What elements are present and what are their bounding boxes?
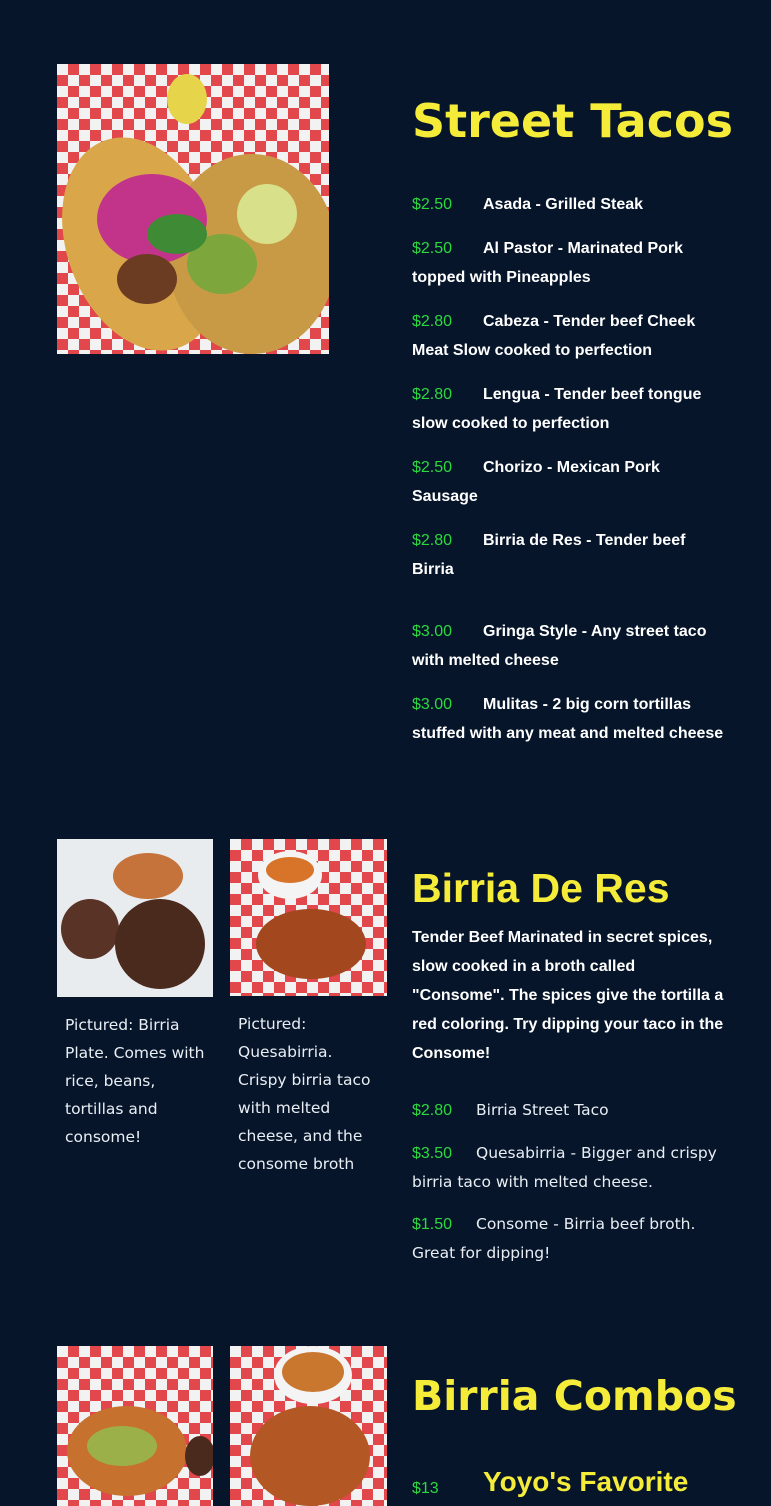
street-tacos-photo [57,64,329,354]
street-tacos-title: Street Tacos [412,94,733,148]
quesabirria-caption: Pictured: Quesabirria. Crispy birria taco with melted cheese, and the consome broth [238,1015,371,1173]
menu-item: $3.50 Quesabirria - Bigger and crispy birria taco with melted cheese. [412,1144,717,1191]
menu-item: $2.50 Chorizo - Mexican Pork Sausage [412,459,660,505]
menu-item: $2.80 Birria Street Taco [412,1101,609,1119]
birria-de-res-title: Birria De Res [412,865,670,911]
birria-plate-caption: Pictured: Birria Plate. Comes with rice, beans, tortillas and consome! [65,1016,205,1146]
menu-item: $1.50 Consome - Birria beef broth. Great for dipping! [412,1215,696,1262]
combo-item [412,1466,742,1496]
menu-item: $2.80 Lengua - Tender beef tongue slow cooked to perfection [412,386,702,432]
menu-item: $3.00 Mulitas - 2 big corn tortillas stuffed with any meat and melted cheese [412,696,724,742]
combo-price: $13 [412,1480,439,1497]
menu-item: $2.80 Cabeza - Tender beef Cheek Meat Slow cooked to perfection [412,313,696,359]
menu-item: $3.00 Gringa Style - Any street taco with melted cheese [412,623,707,669]
combo-photo-1 [57,1346,213,1506]
menu-item: $2.50 Asada - Grilled Steak [412,196,644,213]
menu-item: $2.50 Al Pastor - Marinated Pork topped with Pineapples [412,240,684,286]
birria-plate-photo [57,839,213,997]
birria-combos-title: Birria Combos [412,1372,737,1420]
birria-description: Tender Beef Marinated in secret spices, slow cooked in a broth called "Consome". The spices give the tortilla a red coloring. Try dipping your taco in the Consome! [412,929,724,1062]
combo-name: Yoyo's Favorite [483,1466,689,1497]
menu-item: $2.80 Birria de Res - Tender beef Birria [412,532,686,578]
quesabirria-photo [230,839,387,996]
combo-photo-2 [230,1346,387,1506]
